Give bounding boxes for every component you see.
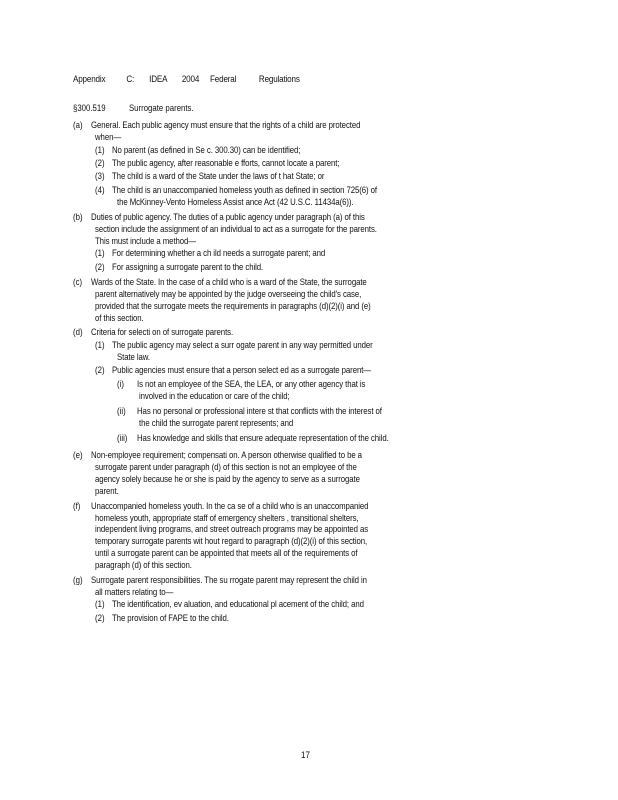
text-line: provided that the surrogate meets the requirements in paragraphs (d)(2)(i) and (e) (95, 300, 371, 311)
clause-marker: (2) (95, 365, 105, 376)
text-line: Public agencies must ensure that a person select ed as a surrogate parent— (112, 365, 372, 376)
clause-marker: (1) (95, 339, 105, 350)
text-line: temporary surrogate parents wit hout regard to paragraph (d)(2)(i) of this section, (95, 536, 368, 547)
text-line: Has no personal or professional intere st that conflicts with the interest of (137, 405, 382, 416)
text-line: This must include a method— (95, 235, 197, 246)
text-line: the child the surrogate parent represents; and (139, 417, 294, 428)
clause-marker: (1) (95, 144, 105, 155)
text-line: independent living programs, and street outreach programs may be appointed as (95, 524, 369, 535)
header-year: 2004 (181, 74, 200, 84)
text-line: Is not an employee of the SEA, the LEA, or any other agency that is (137, 378, 366, 389)
text-line: involved in the education or care of the child; (139, 390, 290, 401)
clause-marker: (4) (95, 184, 105, 195)
clause-marker: (b) (73, 211, 83, 222)
clause-marker: (f) (73, 500, 81, 511)
text-line: The public agency, after reasonable e fforts, cannot locate a parent; (112, 158, 340, 168)
clause-marker: (d) (73, 327, 83, 338)
text-line: Non-employee requirement; compensati on. A person otherwise qualified to be a (91, 450, 362, 461)
clause-marker: (1) (95, 599, 105, 610)
header-letter: C: (126, 74, 135, 84)
page-number: 17 (301, 750, 311, 760)
clause-marker: (g) (73, 574, 83, 585)
clause-marker: (i) (117, 378, 124, 389)
text-line: General. Each public agency must ensure that the rights of a child are protected (91, 120, 361, 130)
clause-marker: (1) (95, 248, 105, 259)
text-line: Wards of the State. In the case of a child who is a ward of the State, the surrogate (91, 277, 367, 287)
text-line: parent. (95, 486, 119, 497)
text-line: Unaccompanied homeless youth. In the ca se of a child who is an unaccompanied (91, 500, 369, 511)
text-line: Criteria for selecti on of surrogate parents. (91, 327, 234, 338)
clause-marker: (2) (95, 612, 105, 623)
text-line: The public agency may select a surr ogate parent in any way permitted under (112, 339, 373, 350)
section-heading (73, 102, 194, 114)
text-line: of this section. (95, 312, 144, 323)
text-line: The child is an unaccompanied homeless youth as defined in section 725(6) of (112, 184, 377, 195)
clause-marker: (2) (95, 158, 105, 168)
text-line: homeless youth, appropriate staff of emergency shelters , transitional shelters, (95, 512, 359, 523)
text-line: paragraph (d) of this section. (95, 560, 192, 571)
text-line: surrogate parent under paragraph (d) of this section is not an employee of the (95, 462, 357, 473)
clause-marker: (a) (73, 120, 83, 130)
text-line: until a surrogate parent can be appointed that meets all of the requirements of (95, 548, 358, 559)
text-line: the McKinney-Vento Homeless Assist ance Act (42 U.S.C. 11434a(6)). (117, 196, 354, 207)
text-line: The provision of FAPE to the child. (112, 612, 229, 623)
clause-marker: (3) (95, 171, 105, 182)
text-line: For determining whether a ch ild needs a surrogate parent; and (112, 248, 326, 259)
clause-marker: (ii) (117, 405, 126, 416)
clause-marker: (e) (73, 450, 83, 461)
text-line: State law. (117, 351, 151, 362)
header-idea: IDEA (149, 74, 168, 84)
text-line: parent alternatively may be appointed by the judge overseeing the child's case, (95, 288, 362, 299)
text-line: The child is a ward of the State under the laws of t hat State; or (112, 171, 325, 182)
running-header (73, 74, 300, 84)
text-line: section include the assignment of an individual to act as a surrogate for the parents. (95, 223, 377, 234)
header-appendix: Appendix (73, 74, 106, 84)
clause-marker: (c) (73, 277, 83, 287)
clause-marker: (iii) (117, 433, 128, 444)
text-line: No parent (as defined in Se c. 300.30) can be identified; (112, 144, 301, 155)
text-line: when— (95, 131, 122, 142)
text-line: agency solely because he or she is paid by the agency to serve as a surrogate (95, 474, 360, 485)
header-regulations: Regulations (258, 74, 300, 84)
text-line: The identification, ev aluation, and educational pl acement of the child; and (112, 599, 364, 610)
header-federal: Federal (210, 74, 237, 84)
text-line: For assigning a surrogate parent to the child. (112, 261, 264, 272)
text-line: Surrogate parent responsibilities. The su rrogate parent may represent the child in (91, 574, 367, 585)
section-title: Surrogate parents. (128, 103, 194, 113)
section-number: §300.519 (73, 103, 106, 113)
text-line: Has knowledge and skills that ensure adequate representation of the child. (137, 433, 389, 444)
text-line: all matters relating to— (95, 586, 174, 597)
text-line: Duties of public agency. The duties of a public agency under paragraph (a) of this (91, 211, 365, 222)
clause-marker: (2) (95, 261, 105, 272)
